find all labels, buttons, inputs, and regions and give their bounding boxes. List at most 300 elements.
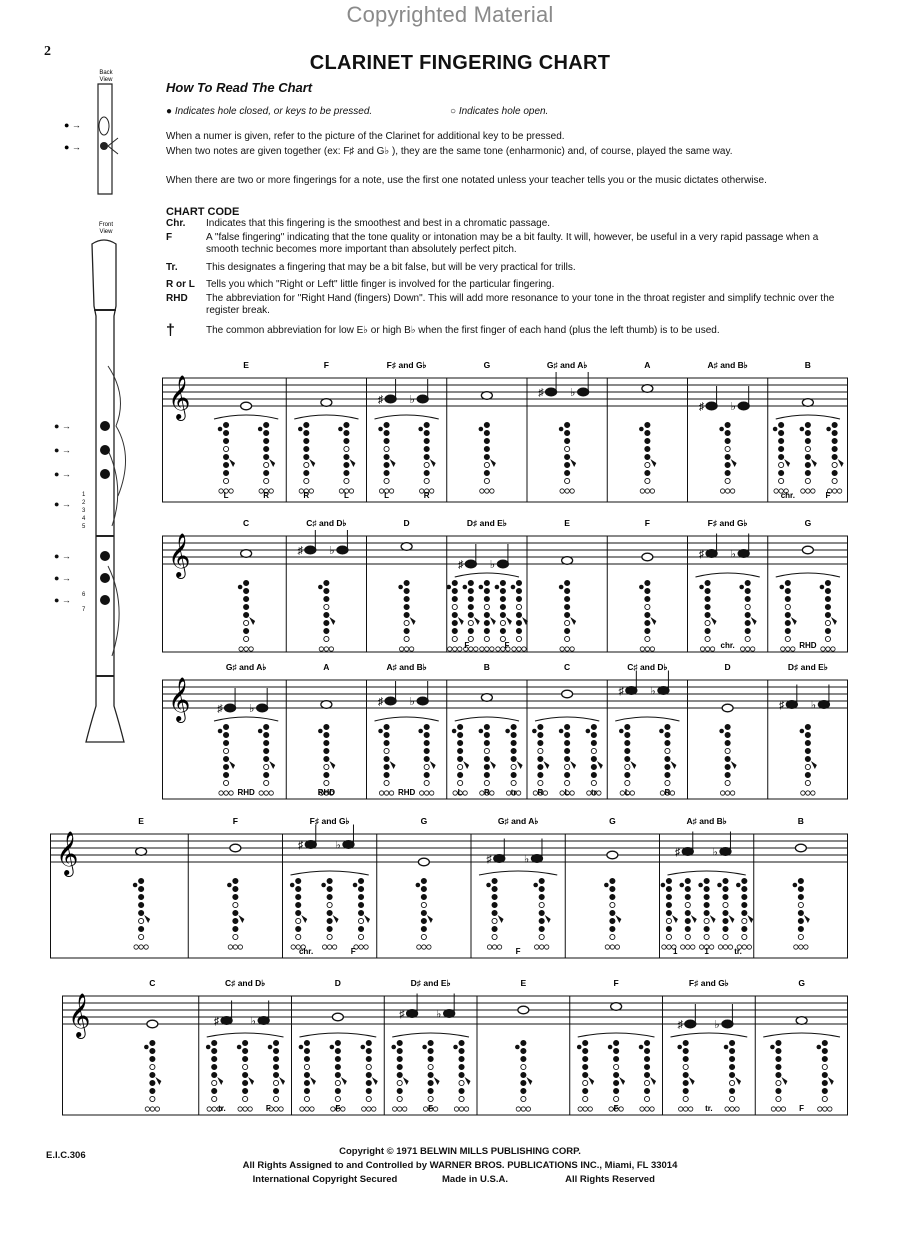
accidental-icon: ♭ — [329, 545, 335, 557]
tone-hole — [704, 902, 709, 907]
trill-key — [838, 459, 844, 467]
pinky-key — [799, 945, 803, 949]
tone-hole — [511, 756, 516, 761]
side-key — [486, 883, 491, 888]
tone-hole — [644, 1040, 649, 1045]
pinky-key — [398, 1107, 402, 1111]
fingering-mark: 1 — [672, 947, 678, 956]
chart-code-text: This designates a fingering that may be a bit false, but will be very practical for trills. — [206, 262, 576, 273]
tone-hole — [233, 918, 238, 923]
tone-hole — [327, 878, 332, 883]
note-label: B — [797, 816, 804, 826]
trill-key — [506, 617, 512, 625]
side-key — [717, 883, 722, 888]
tone-hole — [538, 780, 543, 785]
tone-hole — [384, 732, 389, 737]
tone-hole — [822, 1080, 827, 1085]
trill-key — [619, 1077, 625, 1085]
pinky-key — [228, 945, 232, 949]
note-label: G — [609, 816, 616, 826]
fingering-mark: chr. — [298, 947, 314, 956]
tone-hole — [243, 1072, 248, 1077]
fingering-row-3 — [162, 658, 848, 803]
trill-key — [543, 761, 549, 769]
side-key — [318, 585, 323, 590]
tone-hole — [384, 756, 389, 761]
tone-hole — [614, 1040, 619, 1045]
tone-hole — [243, 1048, 248, 1053]
tone-hole — [264, 772, 269, 777]
note-head — [417, 395, 428, 403]
note-head — [494, 855, 505, 863]
tone-hole — [484, 732, 489, 737]
tone-hole — [625, 764, 630, 769]
tone-hole — [223, 478, 228, 483]
fingering-mark: L — [223, 491, 229, 500]
pinky-key — [332, 945, 336, 949]
pinky-key — [709, 945, 713, 949]
trill-key — [490, 761, 496, 769]
tone-hole — [273, 1064, 278, 1069]
tone-hole — [233, 910, 238, 915]
tone-hole — [139, 902, 144, 907]
pinky-key — [134, 945, 138, 949]
tone-hole — [459, 1080, 464, 1085]
tone-hole — [583, 1056, 588, 1061]
pinky-key — [305, 1107, 309, 1111]
side-key — [360, 1045, 365, 1050]
tone-hole — [511, 772, 516, 777]
copyright-line-1: Copyright © 1971 BELWIN MILLS PUBLISHING CORP. — [339, 1146, 581, 1157]
tone-hole — [704, 878, 709, 883]
pinky-key — [464, 1107, 468, 1111]
key-number: 7 — [82, 607, 86, 613]
trill-key — [490, 459, 496, 467]
note-label: G — [804, 518, 812, 528]
pinky-key — [786, 647, 790, 651]
tone-hole — [565, 470, 570, 475]
pinky-key — [279, 1107, 283, 1111]
trill-key — [474, 617, 480, 625]
tone-hole — [825, 636, 830, 641]
trill-key — [217, 1077, 223, 1085]
tone-hole — [484, 580, 489, 585]
tone-hole — [484, 470, 489, 475]
pinky-key — [683, 1107, 687, 1111]
tone-hole — [704, 894, 709, 899]
tone-hole — [798, 878, 803, 883]
pinky-key — [650, 489, 654, 493]
tone-hole — [397, 1056, 402, 1061]
tone-hole — [825, 628, 830, 633]
trill-key — [390, 761, 396, 769]
pinky-key — [485, 647, 489, 651]
tone-hole — [779, 438, 784, 443]
tone-hole — [459, 1088, 464, 1093]
pinky-key — [150, 1107, 154, 1111]
note-head — [257, 704, 268, 712]
tone-hole — [424, 732, 429, 737]
tone-hole — [565, 620, 570, 625]
tone-hole — [644, 1048, 649, 1053]
pinky-key — [678, 1107, 682, 1111]
pinky-key — [750, 647, 754, 651]
pinky-key — [526, 1107, 530, 1111]
tone-hole — [539, 926, 544, 931]
fingering-diagram-group — [577, 1040, 656, 1111]
paragraph-2: When two notes are given together (ex: F♯ and G♭ ), they are the same tone (enharmonic) and, of course, played the same way. — [166, 146, 733, 157]
side-key — [724, 1045, 729, 1050]
note-head — [497, 560, 508, 568]
tone-hole — [223, 756, 228, 761]
pinky-key — [811, 791, 815, 795]
fingering-mark: L — [564, 788, 570, 797]
pinky-key — [454, 1107, 458, 1111]
side-key — [378, 729, 383, 734]
fingering-mark: F — [350, 947, 356, 956]
tone-hole — [565, 588, 570, 593]
key-arrow: ● → — [64, 120, 81, 130]
trill-key — [144, 915, 150, 923]
tone-hole — [492, 934, 497, 939]
pinky-key — [349, 489, 353, 493]
tone-hole — [484, 612, 489, 617]
tone-hole — [344, 454, 349, 459]
pinky-key — [688, 1107, 692, 1111]
trill-key — [434, 1077, 440, 1085]
tone-hole — [421, 886, 426, 891]
tone-hole — [452, 596, 457, 601]
accidental-icon: ♯ — [698, 548, 705, 561]
tone-hole — [644, 1096, 649, 1101]
tone-hole — [666, 926, 671, 931]
trill-key — [670, 761, 676, 769]
tone-hole — [665, 740, 670, 745]
tone-hole — [212, 1064, 217, 1069]
tone-hole — [458, 732, 463, 737]
tone-hole — [685, 894, 690, 899]
accidental-icon: ♭ — [712, 846, 718, 859]
pinky-key — [609, 1107, 613, 1111]
tone-hole — [610, 886, 615, 891]
note-label: E — [520, 978, 527, 988]
tone-hole — [212, 1048, 217, 1053]
tone-hole — [304, 1048, 309, 1053]
tone-hole — [538, 748, 543, 753]
pinky-key — [544, 945, 548, 949]
chart-code-entry — [166, 262, 848, 274]
pinky-key — [821, 647, 825, 651]
accidental-icon: ♯ — [377, 394, 384, 406]
trill-key — [728, 915, 734, 923]
tone-hole — [223, 470, 228, 475]
tone-hole — [645, 462, 650, 467]
tone-hole — [591, 732, 596, 737]
tone-hole — [521, 1064, 526, 1069]
tone-hole — [223, 732, 228, 737]
tone-hole — [591, 772, 596, 777]
pinky-key — [565, 647, 569, 651]
tone-hole — [645, 636, 650, 641]
tone-hole — [264, 446, 269, 451]
key-number: 1 — [82, 492, 86, 498]
trill-key — [248, 1077, 254, 1085]
trill-key — [458, 617, 464, 625]
side-key — [639, 585, 644, 590]
tone-hole — [538, 740, 543, 745]
tone-hole — [304, 1088, 309, 1093]
pinky-key — [730, 1107, 734, 1111]
tone-hole — [539, 878, 544, 883]
note-head — [626, 687, 637, 695]
tone-hole — [645, 430, 650, 435]
tone-hole — [822, 1064, 827, 1069]
note-head — [241, 550, 252, 558]
tone-hole — [233, 894, 238, 899]
tone-hole — [468, 588, 473, 593]
tone-hole — [798, 894, 803, 899]
tone-hole — [327, 918, 332, 923]
tone-hole — [484, 756, 489, 761]
note-head — [305, 546, 316, 554]
pinky-key — [776, 1107, 780, 1111]
clarinet-illustration — [46, 66, 154, 752]
tone-hole — [324, 580, 329, 585]
tone-hole — [723, 934, 728, 939]
trill-key — [498, 915, 504, 923]
fingering-diagram-group — [378, 422, 435, 493]
tone-hole — [805, 478, 810, 483]
tone-hole — [625, 772, 630, 777]
side-key — [298, 427, 303, 432]
tone-hole — [745, 612, 750, 617]
tone-hole — [776, 1040, 781, 1045]
note-head — [258, 1017, 269, 1025]
tone-hole — [742, 926, 747, 931]
tone-hole — [358, 918, 363, 923]
tone-hole — [665, 780, 670, 785]
tone-hole — [832, 446, 837, 451]
tone-hole — [150, 1080, 155, 1085]
side-key — [479, 585, 484, 590]
tone-hole — [779, 430, 784, 435]
tone-hole — [384, 764, 389, 769]
tone-hole — [335, 1088, 340, 1093]
side-key — [639, 427, 644, 432]
tone-hole — [805, 740, 810, 745]
tone-hole — [458, 772, 463, 777]
side-key — [559, 729, 564, 734]
trill-key — [597, 761, 603, 769]
tone-hole — [397, 1096, 402, 1101]
tone-hole — [704, 910, 709, 915]
tone-hole — [729, 1048, 734, 1053]
tone-hole — [614, 1080, 619, 1085]
tone-hole — [384, 430, 389, 435]
tone-hole — [644, 1088, 649, 1093]
tone-hole — [212, 1040, 217, 1045]
tone-hole — [511, 780, 516, 785]
tone-hole — [511, 748, 516, 753]
tone-hole — [484, 478, 489, 483]
tone-hole — [704, 918, 709, 923]
pinky-key — [740, 647, 744, 651]
tone-hole — [344, 438, 349, 443]
trill-key — [463, 761, 469, 769]
note-head — [385, 697, 396, 705]
pinky-key — [723, 945, 727, 949]
note-label: B — [804, 360, 811, 370]
trill-key — [751, 617, 757, 625]
pinky-key — [409, 647, 413, 651]
trill-key — [430, 459, 436, 467]
tone-hole — [484, 772, 489, 777]
side-key — [817, 1045, 822, 1050]
tone-hole — [516, 604, 521, 609]
tone-hole — [805, 446, 810, 451]
tone-hole — [223, 430, 228, 435]
tone-hole — [516, 620, 521, 625]
tone-hole — [304, 430, 309, 435]
tone-hole — [324, 628, 329, 633]
tone-hole — [798, 910, 803, 915]
tone-hole — [459, 1056, 464, 1061]
tone-hole — [421, 894, 426, 899]
tone-hole — [683, 1096, 688, 1101]
pinky-key — [341, 1107, 345, 1111]
accidental-icon: ♭ — [250, 1015, 256, 1028]
pinky-key — [645, 647, 649, 651]
tone-hole — [500, 628, 505, 633]
tone-hole — [645, 422, 650, 427]
pinky-key — [463, 791, 467, 795]
side-key — [463, 585, 468, 590]
slur — [214, 415, 278, 419]
accidental-icon: ♯ — [399, 1008, 405, 1021]
note-head — [795, 844, 806, 852]
tone-hole — [521, 1040, 526, 1045]
tone-hole — [565, 764, 570, 769]
tone-hole — [565, 462, 570, 467]
tone-hole — [500, 604, 505, 609]
trill-key — [784, 459, 790, 467]
pinky-key — [615, 945, 619, 949]
tone-hole — [296, 886, 301, 891]
tone-hole — [424, 422, 429, 427]
tone-hole — [625, 780, 630, 785]
side-key — [793, 883, 798, 888]
side-key — [586, 729, 591, 734]
tone-hole — [565, 422, 570, 427]
tone-hole — [500, 612, 505, 617]
pinky-key — [837, 489, 841, 493]
tone-hole — [822, 1056, 827, 1061]
tone-hole — [583, 1096, 588, 1101]
tone-hole — [539, 894, 544, 899]
tone-hole — [704, 926, 709, 931]
tone-hole — [304, 462, 309, 467]
tone-hole — [223, 740, 228, 745]
pinky-key — [249, 647, 253, 651]
trill-key — [329, 617, 335, 625]
accidental-icon: ♭ — [436, 1008, 442, 1021]
trill-key — [811, 761, 817, 769]
tone-hole — [683, 1080, 688, 1085]
fingering-mark: tr. — [705, 1104, 713, 1113]
tone-hole — [404, 580, 409, 585]
tone-hole — [233, 902, 238, 907]
tone-hole — [452, 580, 457, 585]
tone-hole — [344, 470, 349, 475]
tone-hole — [685, 918, 690, 923]
tone-hole — [705, 588, 710, 593]
note-head — [658, 687, 669, 695]
tone-hole — [304, 438, 309, 443]
pinky-key — [745, 647, 749, 651]
tone-hole — [805, 756, 810, 761]
tone-hole — [745, 604, 750, 609]
tone-hole — [776, 1096, 781, 1101]
tone-hole — [591, 740, 596, 745]
note-head — [481, 694, 492, 702]
pinky-key — [560, 489, 564, 493]
tone-hole — [150, 1072, 155, 1077]
tone-hole — [324, 740, 329, 745]
note-label: G♯ and A♭ — [546, 360, 588, 370]
note-label: A♯ and B♭ — [686, 816, 727, 826]
tone-hole — [428, 1088, 433, 1093]
note-head — [607, 851, 618, 859]
tone-hole — [685, 934, 690, 939]
side-key — [133, 883, 138, 888]
note-head — [147, 1020, 158, 1028]
note-label: F♯ and G♭ — [688, 978, 729, 988]
side-key — [206, 1045, 211, 1050]
note-head — [136, 848, 147, 856]
tone-hole — [428, 1080, 433, 1085]
note-head — [241, 402, 252, 410]
tone-hole — [452, 588, 457, 593]
pinky-key — [560, 791, 564, 795]
tone-hole — [233, 934, 238, 939]
tone-hole — [424, 748, 429, 753]
tone-hole — [785, 628, 790, 633]
tone-hole — [776, 1072, 781, 1077]
tone-hole — [725, 732, 730, 737]
trill-key — [570, 761, 576, 769]
note-head — [518, 1006, 529, 1014]
tone-hole — [725, 756, 730, 761]
tone-hole — [273, 1080, 278, 1085]
note-head — [802, 399, 813, 407]
pinky-key — [650, 1107, 654, 1111]
pinky-key — [640, 1107, 644, 1111]
trill-key — [465, 1077, 471, 1085]
tone-hole — [304, 470, 309, 475]
chart-code-text: Tells you which "Right or Left" little finger is involved for the particular fingering. — [206, 279, 555, 290]
tone-hole — [539, 886, 544, 891]
tone-hole — [335, 1040, 340, 1045]
trill-key — [650, 617, 656, 625]
tone-hole — [358, 902, 363, 907]
closed-dot-icon: ● — [166, 106, 175, 117]
tone-hole — [304, 1056, 309, 1061]
tone-hole — [565, 724, 570, 729]
tone-hole — [458, 780, 463, 785]
pinky-key — [327, 945, 331, 949]
tone-hole — [565, 438, 570, 443]
slur — [375, 717, 439, 721]
